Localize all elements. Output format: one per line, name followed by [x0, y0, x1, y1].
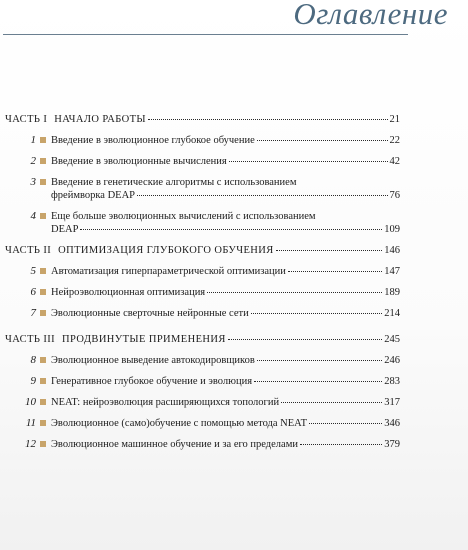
page-number: 214: [384, 308, 400, 319]
chapter-title: Эволюционное (само)обучение с помощью метода NEAT: [51, 418, 307, 429]
chapter-number: 8: [30, 354, 36, 366]
page-number: 379: [384, 439, 400, 450]
square-bullet-icon: [40, 357, 46, 363]
chapter-entry-3[interactable]: [0, 176, 468, 202]
title-rule: [3, 34, 408, 35]
dot-leader: [300, 444, 382, 445]
dot-leader: [148, 119, 388, 120]
dot-leader: [229, 161, 388, 162]
part-title: НАЧАЛО РАБОТЫ: [54, 114, 146, 125]
part-title: ПРОДВИНУТЫЕ ПРИМЕНЕНИЯ: [62, 334, 226, 345]
page-number: 146: [384, 245, 400, 256]
chapter-entry-9[interactable]: [0, 375, 468, 388]
chapter-entry-8[interactable]: [0, 354, 468, 367]
chapter-title: Еще больше эволюционных вычислений с использованием: [51, 211, 316, 222]
dot-leader: [80, 229, 382, 230]
dot-leader: [288, 271, 382, 272]
page-number: 283: [384, 376, 400, 387]
chapter-entry-7[interactable]: [0, 307, 468, 320]
dot-leader: [137, 195, 387, 196]
chapter-number: 7: [30, 307, 36, 319]
dot-leader: [228, 339, 382, 340]
square-bullet-icon: [40, 158, 46, 164]
chapter-number: 4: [30, 210, 36, 222]
square-bullet-icon: [40, 441, 46, 447]
chapter-entry-10[interactable]: [0, 396, 468, 409]
page-number: 317: [384, 397, 400, 408]
table-of-contents: [0, 113, 468, 451]
dot-leader: [309, 423, 382, 424]
page-number: 147: [384, 266, 400, 277]
chapter-entry-5[interactable]: [0, 265, 468, 278]
chapter-number: 10: [25, 396, 36, 408]
chapter-entry-12[interactable]: [0, 438, 468, 451]
chapter-title: Эволюционное машинное обучение и за его пределами: [51, 439, 298, 450]
square-bullet-icon: [40, 378, 46, 384]
chapter-title: Нейроэволюционная оптимизация: [51, 287, 206, 298]
square-bullet-icon: [40, 420, 46, 426]
chapter-title-continued: DEAP: [51, 224, 79, 235]
chapter-title: Эволюционное выведение автокодировщиков: [51, 355, 255, 366]
chapter-number: 9: [30, 375, 36, 387]
page-number: 42: [389, 156, 400, 167]
page-number: 21: [389, 114, 400, 125]
part-label: ЧАСТЬ II: [5, 245, 52, 256]
part-title: ОПТИМИЗАЦИЯ ГЛУБОКОГО ОБУЧЕНИЯ: [58, 245, 274, 256]
dot-leader: [207, 292, 382, 293]
chapter-title: Автоматизация гиперпараметрической оптимизации: [51, 266, 286, 277]
square-bullet-icon: [40, 310, 46, 316]
chapter-entry-1[interactable]: [0, 134, 468, 147]
dot-leader: [281, 402, 382, 403]
square-bullet-icon: [40, 268, 46, 274]
square-bullet-icon: [40, 213, 46, 219]
square-bullet-icon: [40, 399, 46, 405]
page-title: Оглавление: [293, 0, 448, 31]
chapter-number: 1: [30, 134, 36, 146]
chapter-number: 6: [30, 286, 36, 298]
chapter-entry-2[interactable]: [0, 155, 468, 168]
chapter-title: Введение в эволюционное глубокое обучение: [51, 135, 255, 146]
chapter-title: Эволюционные сверточные нейронные сети: [51, 308, 249, 319]
page-number: 189: [384, 287, 400, 298]
chapter-number: 11: [25, 417, 36, 429]
dot-leader: [254, 381, 382, 382]
chapter-title-continued: фреймворка DEAP: [51, 190, 136, 201]
part-label: ЧАСТЬ III: [5, 334, 56, 345]
chapter-number: 2: [30, 155, 36, 167]
part-heading-1[interactable]: [0, 113, 468, 126]
dot-leader: [251, 313, 383, 314]
square-bullet-icon: [40, 137, 46, 143]
chapter-number: 5: [30, 265, 36, 277]
chapter-title: Введение в генетические алгоритмы с использованием: [51, 177, 297, 188]
chapter-entry-11[interactable]: [0, 417, 468, 430]
part-label: ЧАСТЬ I: [5, 114, 48, 125]
page-number: 245: [384, 334, 400, 345]
chapter-entry-6[interactable]: [0, 286, 468, 299]
dot-leader: [257, 140, 388, 141]
part-heading-2[interactable]: [0, 244, 468, 257]
dot-leader: [276, 250, 383, 251]
page-number: 76: [389, 190, 400, 201]
chapter-number: 3: [30, 176, 36, 188]
chapter-title: Введение в эволюционные вычисления: [51, 156, 227, 167]
chapter-entry-4[interactable]: [0, 210, 468, 236]
chapter-title: NEAT: нейроэволюция расширяющихся топологий: [51, 397, 280, 408]
page-number: 246: [384, 355, 400, 366]
page-number: 22: [389, 135, 400, 146]
part-heading-3[interactable]: [0, 333, 468, 346]
square-bullet-icon: [40, 179, 46, 185]
chapter-number: 12: [25, 438, 36, 450]
page-number: 346: [384, 418, 400, 429]
dot-leader: [257, 360, 382, 361]
square-bullet-icon: [40, 289, 46, 295]
chapter-title: Генеративное глубокое обучение и эволюция: [51, 376, 253, 387]
page-number: 109: [384, 224, 400, 235]
